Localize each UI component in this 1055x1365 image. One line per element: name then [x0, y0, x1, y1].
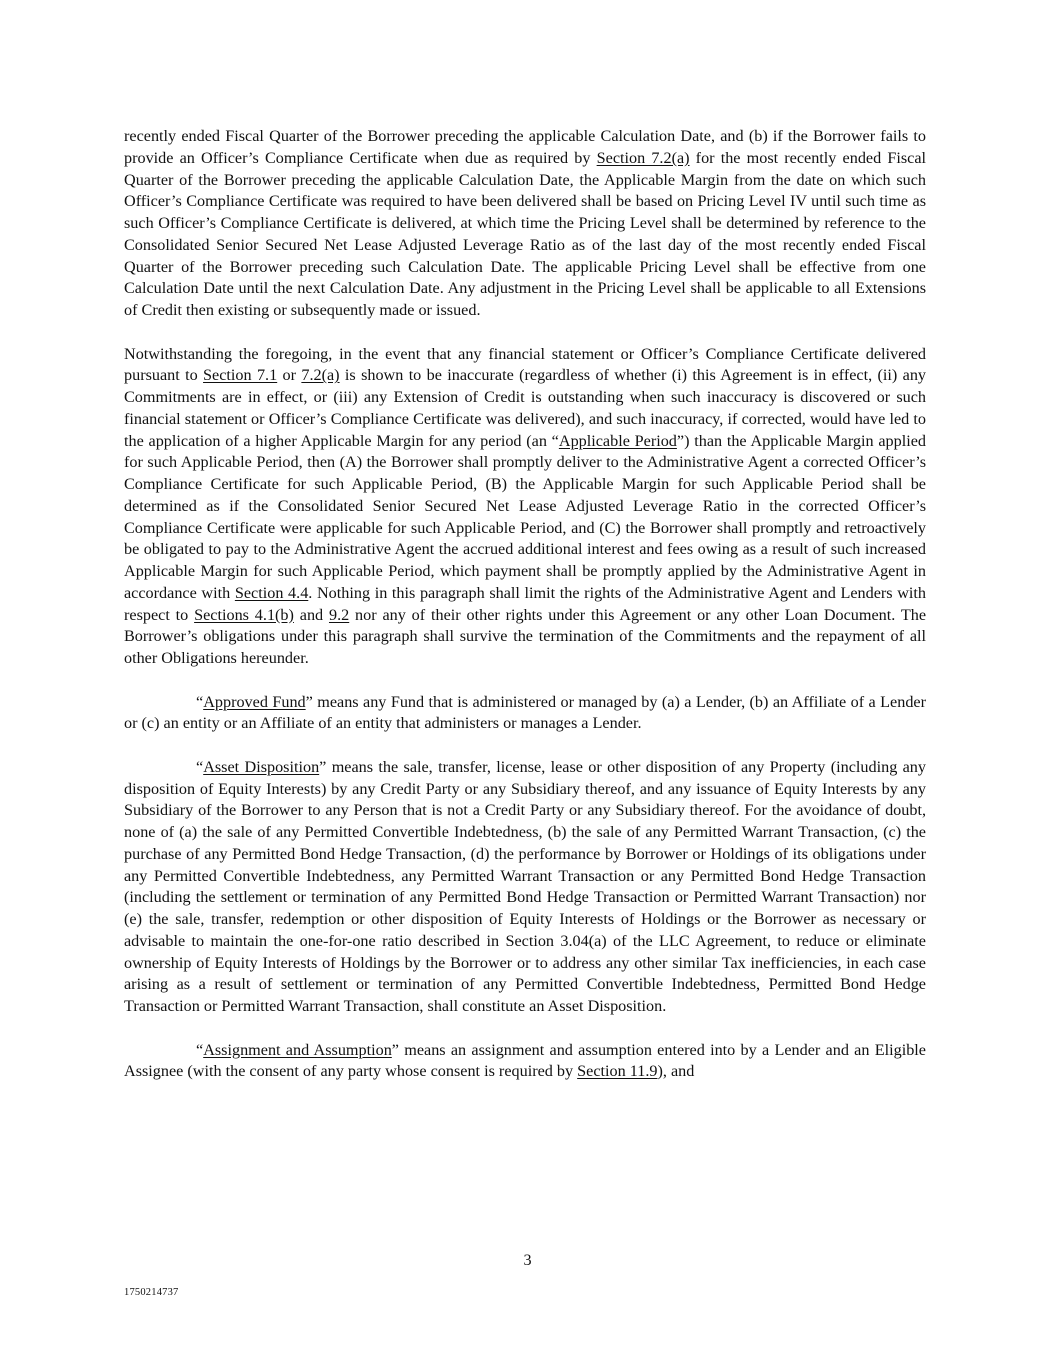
document-id: 1750214737: [124, 1287, 179, 1298]
paragraph-pricing-level: [124, 126, 926, 322]
underlined-term: Asset Disposition: [203, 757, 320, 776]
text-run: . Nothing in this paragraph shall limit the rights of the Administrative Agent and Lenders with respect to: [124, 583, 926, 624]
text-run: “: [196, 692, 204, 711]
text-run: for the most recently ended Fiscal Quarter of the Borrower preceding the applicable Calculation Date, the Applicable Margin from the date on which such Officer’s Compliance Certificate was required to have been delivered shall be based on Pricing Level IV until such time as such Officer’s Compliance Certificate is delivered, at which time the Pricing Level shall be determined by reference to the Consolidated Senior Secured Net Lease Adjusted Leverage Ratio as of the last day of the most recently ended Fiscal Quarter of the Borrower preceding such Calculation Date. The applicable Pricing Level shall be effective from one Calculation Date until the next Calculation Date. Any adjustment in the Pricing Level shall be applicable to all Extensions of Credit then existing or subsequently made or issued.: [124, 148, 927, 319]
definition-assignment-and-assumption: [124, 1040, 926, 1084]
underlined-term: 7.2(a): [301, 366, 340, 385]
text-run: ” means any Fund that is administered or managed by (a) a Lender, (b) an Affiliate of a Lender or (c) an entity or an Affiliate of an entity that administers or manages a Lender.: [124, 692, 926, 733]
text-run: ), and: [657, 1062, 695, 1081]
text-run: or: [277, 366, 302, 385]
text-run: recently ended Fiscal Quarter of the Borrower preceding the applicable Calculation Date, and (b) if the Borrower fails to provide an Officer’s Compliance Certificate when due as required by: [124, 127, 926, 167]
underlined-term: Section 7.1: [203, 366, 278, 385]
underlined-term: 9.2: [328, 605, 350, 624]
text-run: ” means the sale, transfer, license, lease or other disposition of any Property (including any disposition of Equity Interests) by any Credit Party or any Subsidiary thereof, and any issuance of Equity Interests by any Subsidiary of the Borrower to any Person that is not a Credit Party or any Subsidiary thereof. For the avoidance of doubt, none of (a) the sale of any Permitted Convertible Indebtedness, (b) the sale of any Permitted Warrant Transaction, (c) the purchase of any Permitted Bond Hedge Transaction, (d) the performance by Borrower or Holdings of its obligations under any Permitted Convertible Indebtedness, any Permitted Warrant Transaction or any Permitted Bond Hedge Transaction (including the settlement or termination of any Permitted Bond Hedge Transaction or Permitted Warrant Transaction) nor (e) the sale, transfer, redemption or other disposition of Equity Interests of Holdings or the Borrower as necessary or advisable to maintain the one-for-one ratio described in Section 3.04(a) of the LLC Agreement, to reduce or eliminate ownership of Equity Interests of Holdings by the Borrower or to address any other similar Tax inefficiencies, in each case arising as a result of settlement or termination of any Permitted Convertible Indebtedness, Permitted Bond Hedge Transaction or Permitted Warrant Transaction, shall constitute an Asset Disposition.: [124, 757, 926, 1015]
underlined-term: Sections 4.1(b): [194, 605, 294, 624]
page-number: 3: [523, 1251, 532, 1269]
underlined-term: Section 11.9: [577, 1062, 658, 1081]
underlined-term: Applicable Period: [558, 431, 677, 450]
underlined-term: Assignment and Assumption: [203, 1040, 392, 1059]
underlined-term: Section 4.4: [234, 583, 309, 602]
definition-approved-fund: [124, 692, 926, 736]
text-run: “: [196, 757, 204, 776]
document-body: [124, 126, 926, 1105]
text-run: “: [196, 1040, 204, 1059]
text-run: Notwithstanding the foregoing, in the event that any financial statement or Officer’s Compliance Certificate delivered pursuant to: [124, 344, 926, 385]
text-run: ”) than the Applicable Margin applied for such Applicable Period, then (A) the Borrower shall promptly deliver to the Administrative Agent a corrected Officer’s Compliance Certificate for such Applicable Period, (B) the Applicable Margin for such Applicable Period shall be determined as if the Consolidated Senior Secured Net Lease Adjusted Leverage Ratio in the corrected Officer’s Compliance Certificate were applicable for such Applicable Period, and (C) the Borrower shall promptly and retroactively be obligated to pay to the Administrative Agent the accrued additional interest and fees owing as a result of such increased Applicable Margin for such Applicable Period, which payment shall be promptly applied by the Administrative Agent in accordance with: [124, 431, 926, 602]
underlined-term: Section 7.2(a): [596, 148, 690, 167]
text-run: ” means an assignment and assumption entered into by a Lender and an Eligible Assignee (with the consent of any party whose consent is required by: [124, 1040, 926, 1081]
text-run: and: [293, 605, 329, 624]
underlined-term: Approved Fund: [203, 692, 306, 711]
text-run: nor any of their other rights under this Agreement or any other Loan Document. The Borrower’s obligations under this paragraph shall survive the termination of the Commitments and the repayment of all other Obligations hereunder.: [124, 605, 927, 667]
paragraph-notwithstanding: [124, 344, 926, 670]
text-run: is shown to be inaccurate (regardless of whether (i) this Agreement is in effect, (ii) any Commitments are in effect, or (iii) any Extension of Credit is outstanding when such inaccuracy is discovered or such financial statement or Officer’s Compliance Certificate was delivered), and such inaccuracy, if corrected, would have led to the application of a higher Applicable Margin for any period (an “: [124, 366, 927, 450]
definition-asset-disposition: [124, 757, 926, 1018]
